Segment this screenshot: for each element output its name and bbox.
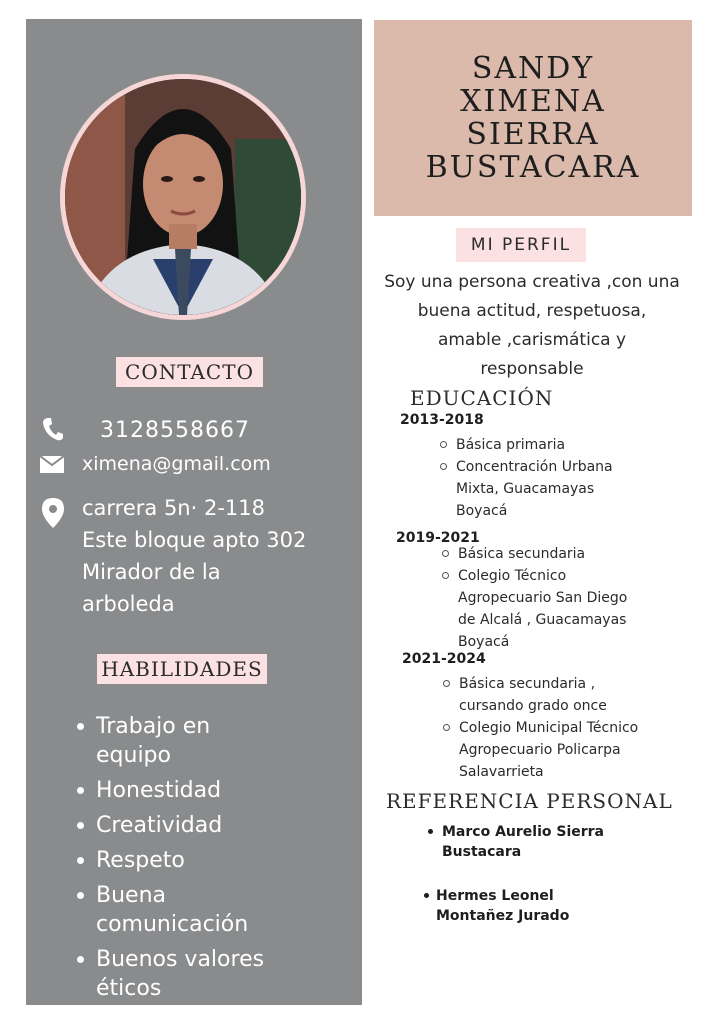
name-line: SIERRA <box>466 117 600 152</box>
profile-photo <box>60 74 306 320</box>
address-line: Este bloque apto 302 <box>82 528 307 552</box>
education-years: 2013-2018 <box>400 412 484 428</box>
phone-icon <box>42 416 64 446</box>
name-line: BUSTACARA <box>425 150 641 185</box>
name-line: SANDY <box>471 51 595 86</box>
reference-name: Marco Aurelio Sierra Bustacara <box>442 824 604 860</box>
skills-title: HABILIDADES <box>97 654 267 684</box>
skills-list <box>74 712 354 1009</box>
address-line: Mirador de la <box>82 560 221 584</box>
skill-item: Trabajo en equipo <box>74 712 236 770</box>
profile-title: MI PERFIL <box>456 228 586 262</box>
bullet-icon <box>428 829 433 834</box>
address <box>82 492 306 620</box>
bullet-icon <box>424 893 429 898</box>
skill-item: Buenos valores éticos <box>74 945 276 1003</box>
skill-item: Respeto <box>74 846 354 875</box>
education-list <box>443 673 653 783</box>
education-list <box>440 434 640 522</box>
phone-number: 3128558667 <box>100 418 250 443</box>
address-line: arboleda <box>82 592 175 616</box>
education-list <box>442 543 642 653</box>
education-years: 2021-2024 <box>402 651 486 667</box>
references-title: REFERENCIA PERSONAL <box>386 789 673 813</box>
education-item: Colegio Técnico Agropecuario San Diego de Alcalá , Guacamayas Boyacá <box>442 565 642 653</box>
education-title: EDUCACIÓN <box>410 386 554 410</box>
mail-icon <box>40 456 64 477</box>
profile-text: Soy una persona creativa ,con una buena actitud, respetuosa, amable ,carismática y responsable <box>384 272 680 379</box>
address-line: carrera 5n· 2-118 <box>82 496 265 520</box>
skill-item: Buena comunicación <box>74 881 266 939</box>
reference-name: Hermes Leonel Montañez Jurado <box>436 888 570 924</box>
location-pin-icon <box>42 498 64 532</box>
education-years: 2019-2021 <box>396 530 480 546</box>
name-box <box>374 20 692 216</box>
reference-item <box>428 822 628 862</box>
education-item: Concentración Urbana Mixta, Guacamayas Boyacá <box>440 456 626 522</box>
name-line: XIMENA <box>460 84 606 119</box>
education-item: Básica secundaria , cursando grado once <box>443 673 619 717</box>
education-item: Básica secundaria <box>442 543 642 565</box>
portrait-illustration <box>65 79 301 315</box>
reference-item <box>424 886 604 926</box>
skill-item: Honestidad <box>74 776 354 805</box>
contact-title: CONTACTO <box>116 357 263 387</box>
email-address: ximena@gmail.com <box>82 453 271 475</box>
full-name <box>426 52 641 184</box>
skill-item: Creatividad <box>74 811 354 840</box>
education-item: Colegio Municipal Técnico Agropecuario Policarpa Salavarrieta <box>443 717 659 783</box>
education-item: Básica primaria <box>440 434 640 456</box>
